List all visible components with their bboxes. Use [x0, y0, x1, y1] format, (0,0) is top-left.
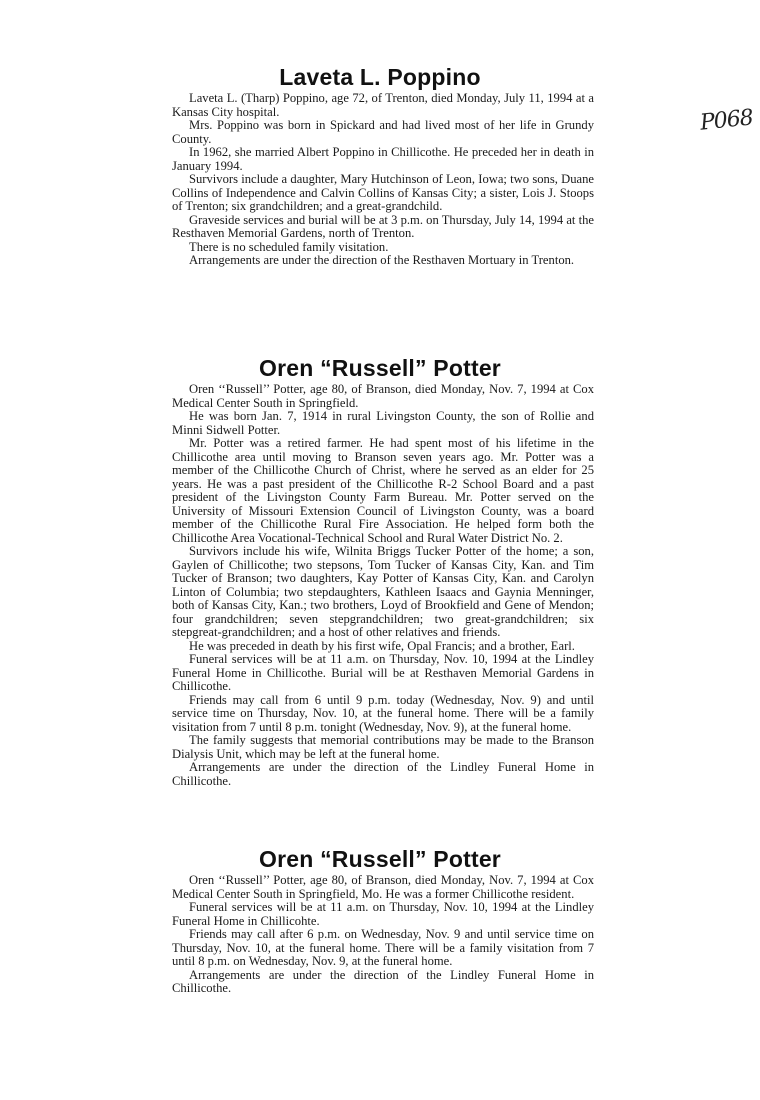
paragraph: Arrangements are under the direction of the Resthaven Mortuary in Trenton.	[189, 253, 575, 267]
paragraph: Oren ‘‘Russell’’ Potter, age 80, of Branson, died Monday, Nov. 7, 1994 at Cox Medical Center South in Springfield.	[172, 382, 594, 410]
obituary-body-potter	[172, 383, 594, 788]
handwritten-page-number: P068	[698, 105, 754, 136]
paragraph: Funeral services will be at 11 a.m. on Thursday, Nov. 10, 1994 at the Lindley Funeral Home in Chillicothe. Burial will be at Resthaven Memorial Gardens in Chillicothe.	[172, 652, 594, 693]
paragraph: Friends may call after 6 p.m. on Wednesday, Nov. 9 and until service time on Thursday, Nov. 10, at the funeral home. There will be a family visitation from 7 until 8 p.m. on Wednesday, Nov. 9, at the funeral home.	[172, 927, 594, 968]
paragraph: Mr. Potter was a retired farmer. He had spent most of his lifetime in the Chillicothe area until moving to Branson seven years ago. Mr. Potter was a member of the Chillicothe Church of Christ, where he served as an elder for 25 years. He was a past president of the Chillicothe R-2 School Board and a past president of the Livingston County Farm Bureau. Mr. Potter served on the University of Missouri Extension Council of Livingston County, was a board member of the Chillicothe Rural Fire Association. He helped form both the Chillicothe Area Vocational-Technical School and Rural Water District No. 2.	[172, 436, 594, 545]
paragraph: The family suggests that memorial contributions may be made to the Branson Dialysis Unit, which may be left at the funeral home.	[172, 733, 594, 761]
paragraph: In 1962, she married Albert Poppino in Chillicothe. He preceded her in death in January 1994.	[172, 145, 594, 173]
paragraph: Arrangements are under the direction of the Lindley Funeral Home in Chillicothe.	[172, 967, 594, 995]
paragraph: Survivors include his wife, Wilnita Briggs Tucker Potter of the home; a son, Gaylen of Chillicothe; two stepsons, Tom Tucker of Kansas City, Kan. and Tim Tucker of Branson; two daughters, Kay Potter of Kansas City, Kan. and Carolyn Linton of Columbia; two stepdaughters, Kathleen Isaacs and Gaynia Menninger, both of Kansas City, Kan.; two brothers, Loyd of Brookfield and Gene of Mendon; four grandchildren; seven stepgrandchildren; two great-grandchildren; six stepgreat-grandchildren; and a host of other relatives and friends.	[172, 544, 594, 639]
obituary-title-poppino: Laveta L. Poppino	[279, 64, 481, 90]
paragraph: He was preceded in death by his first wife, Opal Francis; and a brother, Earl.	[189, 638, 575, 653]
paragraph: Arrangements are under the direction of the Lindley Funeral Home in Chillicothe.	[172, 760, 594, 788]
obituary-body-potter-short	[172, 874, 594, 996]
paragraph: Mrs. Poppino was born in Spickard and had lived most of her life in Grundy County.	[172, 118, 594, 146]
paragraph: He was born Jan. 7, 1914 in rural Livingston County, the son of Rollie and Minni Sidwell Potter.	[172, 409, 594, 437]
paragraph: Friends may call from 6 until 9 p.m. today (Wednesday, Nov. 9) and until service time on Thursday, Nov. 10, at the funeral home. There will be a family visitation from 7 until 8 p.m. tonight (Wednesday, Nov. 9), at the funeral home.	[172, 692, 594, 734]
paragraph: Laveta L. (Tharp) Poppino, age 72, of Trenton, died Monday, July 11, 1994 at a Kansas City hospital.	[172, 91, 594, 119]
paragraph: Graveside services and burial will be at 3 p.m. on Thursday, July 14, 1994 at the Resthaven Memorial Gardens, north of Trenton.	[172, 212, 594, 240]
paragraph: There is no scheduled family visitation.	[189, 239, 389, 254]
paragraph: Survivors include a daughter, Mary Hutchinson of Leon, Iowa; two sons, Duane Collins of Independence and Calvin Collins of Kansas City; a sister, Lois J. Stoops of Trenton; six grandchildren; and a great-grandchild.	[172, 172, 594, 213]
obituary-title-potter-short: Oren “Russell” Potter	[259, 846, 501, 872]
obituary-body-poppino	[172, 92, 594, 268]
paragraph: Oren ‘‘Russell’’ Potter, age 80, of Branson, died Monday, Nov. 7, 1994 at Cox Medical Center South in Springfield, Mo. He was a former Chillicothe resident.	[172, 873, 594, 901]
obituary-title-potter: Oren “Russell” Potter	[259, 355, 501, 381]
paragraph: Funeral services will be at 11 a.m. on Thursday, Nov. 10, 1994 at the Lindley Funeral Home in Chillicohte.	[172, 900, 594, 928]
